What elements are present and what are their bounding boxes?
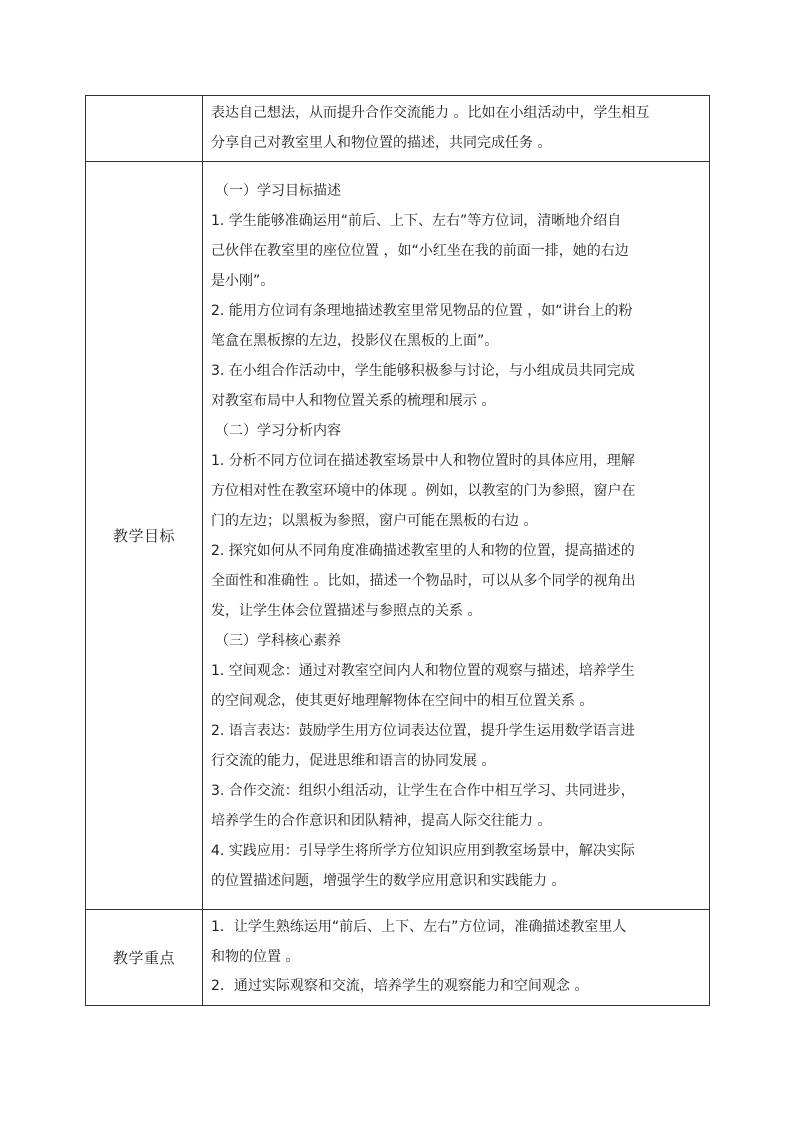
text-line: 3. 合作交流：组织小组活动，让学生在合作中相互学习、共同进步， <box>211 782 635 799</box>
text-line: 是小刚”。 <box>211 272 275 289</box>
text-line: 己伙伴在教室里的座位位置 ，如“小红坐在我的前面一排，她的右边 <box>211 242 629 259</box>
text-line: 和物的位置 。 <box>211 948 300 965</box>
text-line: 分享自己对教室里人和物位置的描述，共同完成任务 。 <box>211 134 552 151</box>
row-content <box>203 96 710 162</box>
text-line: 笔盒在黑板擦的左边，投影仪在黑板的上面”。 <box>211 332 499 349</box>
text-line: 2. 能用方位词有条理地描述教室里常见物品的位置 ，如“讲台上的粉 <box>211 302 633 319</box>
section-heading: （一）学习目标描述 <box>215 182 341 199</box>
row-label-teaching-focus: 教学重点 <box>86 910 203 1006</box>
text-line: 方位相对性在教室环境中的体现 。例如，以教室的门为参照，窗户在 <box>211 482 636 499</box>
text-line: 2. 语言表达：鼓励学生用方位词表达位置，提升学生运用数学语言进 <box>211 722 635 739</box>
row-label-teaching-goals: 教学目标 <box>86 162 203 910</box>
row-label <box>86 96 203 162</box>
text-line: 对教室布局中人和物位置关系的梳理和展示 。 <box>211 392 496 409</box>
text-line: 1. 学生能够准确运用“前后、上下、左右”等方位词，清晰地介绍自 <box>211 212 622 229</box>
text-line: 全面性和准确性 。比如，描述一个物品时，可以从多个同学的视角出 <box>211 572 636 589</box>
text-line: 行交流的能力，促进思维和语言的协同发展 。 <box>211 752 496 769</box>
text-line: 3. 在小组合作活动中，学生能够积极参与讨论，与小组成员共同完成 <box>211 362 635 379</box>
table-row <box>86 910 710 1006</box>
section-heading: （二）学习分析内容 <box>215 422 341 439</box>
table-row <box>86 96 710 162</box>
text-line: 门的左边；以黑板为参照，窗户可能在黑板的右边 。 <box>211 512 538 529</box>
text-line: 2．通过实际观察和交流，培养学生的观察能力和空间观念 。 <box>211 978 589 994</box>
text-line: 表达自己想法，从而提升合作交流能力 。比如在小组活动中，学生相互 <box>211 105 650 121</box>
section-heading: （三）学科核心素养 <box>215 632 341 649</box>
lesson-plan-table <box>85 95 710 1006</box>
text-line: 4. 实践应用：引导学生将所学方位知识应用到教室场景中，解决实际 <box>211 842 635 859</box>
text-line: 培养学生的合作意识和团队精神，提高人际交往能力 。 <box>211 812 552 829</box>
text-line: 发，让学生体会位置描述与参照点的关系 。 <box>211 602 482 619</box>
row-content-teaching-goals <box>203 162 710 910</box>
row-content-teaching-focus <box>203 910 710 1006</box>
text-line: 2. 探究如何从不同角度准确描述教室里的人和物的位置，提高描述的 <box>211 542 635 559</box>
text-line: 的空间观念，使其更好地理解物体在空间中的相互位置关系 。 <box>211 692 594 709</box>
text-line: 1．让学生熟练运用“前后、上下、左右”方位词，准确描述教室里人 <box>211 919 627 935</box>
text-line: 1. 分析不同方位词在描述教室场景中人和物位置时的具体应用，理解 <box>211 452 635 469</box>
table-row <box>86 162 710 910</box>
text-line: 1. 空间观念：通过对教室空间内人和物位置的观察与描述，培养学生 <box>211 662 635 679</box>
text-line: 的位置描述问题，增强学生的数学应用意识和实践能力 。 <box>211 872 566 889</box>
